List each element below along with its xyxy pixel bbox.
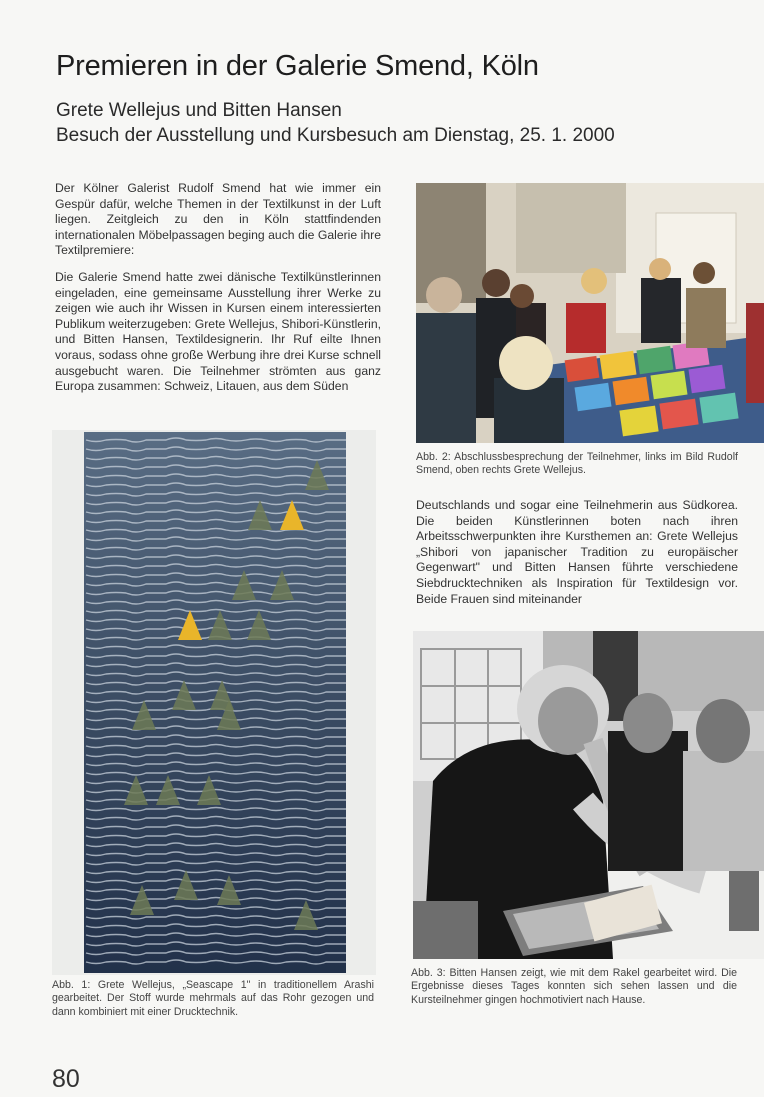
figure-1-caption: Abb. 1: Grete Wellejus, „Seascape 1" in traditionellem Arashi gearbeitet. Der Stoff wurde mehrmals auf das Rohr gezogen und dann kombiniert mit einer Drucktechnik.: [52, 979, 374, 1018]
page-number: 80: [52, 1065, 80, 1093]
figure-2-caption: Abb. 2: Abschlussbesprechung der Teilnehmer, links im Bild Rudolf Smend, oben rechts Grete Wellejus.: [416, 451, 738, 477]
subtitle-line-2: Besuch der Ausstellung und Kursbesuch am Dienstag, 25. 1. 2000: [56, 125, 615, 146]
article-paragraph-2: Die Galerie Smend hatte zwei dänische Textilkünstlerinnen eingeladen, eine gemeinsame Ausstellung ihrer Werke zu zeigen wie auch ihr Wissen in Kursen einem interessierten Publikum weiterzugeben: Grete Wellejus, Shibori-Künstlerin, und Bitten Hansen, Textildesignerin. Ihr Ruf eilte Ihnen voraus, sodass ohne große Werbung ihre drei Kurse schnell ausgebucht waren. Die Teilnehmer strömten aus ganz Europa zusammen: Schweiz, Litauen, aus dem Süden: [55, 270, 381, 394]
page-title: Premieren in der Galerie Smend, Köln: [56, 50, 539, 82]
article-paragraph-3: Deutschlands und sogar eine Teilnehmerin aus Südkorea. Die beiden Künstlerinnen boten nach ihren Arbeitsschwerpunkten ihre Kursthemen an: Grete Wellejus „Shibori von japanischer Tradition zu europäischer Gegenwart" und Bitten Hansen führte verschiedene Siebdrucktechniken als Inspiration für Textildesign vor. Beide Frauen sind miteinander: [416, 498, 738, 606]
group-discussion-photo: [416, 183, 764, 443]
screen-printing-photo: [413, 631, 764, 959]
article-paragraph-1: Der Kölner Galerist Rudolf Smend hat wie immer ein Gespür dafür, welche Themen in der Textilkunst in der Luft liegen. Zeitgleich zu den in Köln stattfindenden internationalen Möbelpassagen beging auch die Galerie ihre Textilpremiere:: [55, 181, 381, 258]
seascape-textile-photo: [52, 430, 376, 975]
figure-3-caption: Abb. 3: Bitten Hansen zeigt, wie mit dem Rakel gearbeitet wird. Die Ergebnisse dieses Tages konnten sich sehen lassen und die Kursteilnehmer gingen hochmotiviert nach Hause.: [411, 967, 737, 1006]
subtitle: [56, 98, 615, 148]
subtitle-line-1: Grete Wellejus und Bitten Hansen: [56, 100, 342, 121]
